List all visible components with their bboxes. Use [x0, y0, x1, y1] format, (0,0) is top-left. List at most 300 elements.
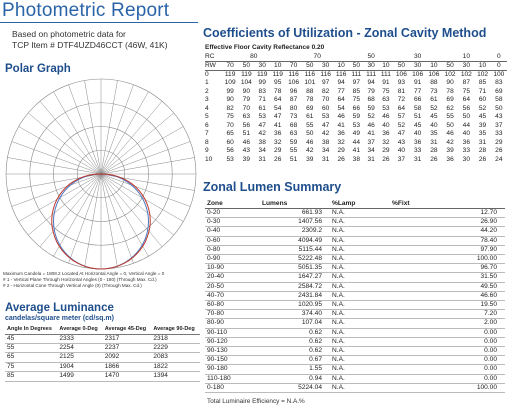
cu-cell: 91	[413, 79, 422, 87]
zonal-cell: 0.00	[484, 356, 497, 364]
cu-cell: 42	[446, 138, 454, 146]
cu-cell: 39	[306, 155, 314, 163]
cu-cell: 106	[412, 71, 424, 79]
luminance-cell: 1866	[104, 362, 120, 370]
cu-cell: 56	[462, 104, 470, 112]
cu-cell: 71	[258, 96, 266, 104]
cu-row	[205, 130, 507, 139]
zonal-cell: 100.00	[476, 383, 497, 391]
cu-cell: 97	[322, 79, 330, 87]
cu-cell: 39	[242, 155, 251, 163]
zonal-cell: 40-70	[207, 291, 224, 299]
cu-cell: 109	[224, 79, 236, 87]
cu-cell: 68	[289, 121, 298, 129]
source-info	[12, 29, 168, 51]
source-line-2: TCP Item # DTF4UZD46CCT (46W, 41K)	[12, 40, 168, 50]
zonal-cell: 19.50	[480, 301, 497, 309]
luminance-cell: 1470	[104, 372, 120, 380]
cu-rc-value: 10	[442, 53, 491, 62]
cu-cell: 70	[226, 121, 234, 129]
cu-cell: 45	[478, 113, 487, 121]
cu-cell: 37	[495, 121, 503, 129]
luminance-col-header: Average 45-Deg	[104, 326, 147, 332]
cu-cell: 57	[397, 113, 406, 121]
zonal-cell: 49.50	[480, 282, 497, 290]
cu-cell: 38	[352, 155, 360, 163]
zonal-row	[205, 319, 505, 328]
zonal-cell: 2584.72	[298, 282, 322, 290]
cu-cell: 40	[397, 147, 406, 155]
cu-cell: 79	[242, 96, 251, 104]
cu-cell: 68	[367, 96, 375, 104]
zonal-cell: 90-120	[207, 337, 228, 345]
zonal-cell: N.A.	[332, 383, 345, 391]
zonal-heading: Zonal Lumen Summary	[203, 180, 342, 194]
cu-cell: 31	[322, 155, 330, 163]
cu-cell: 36	[382, 130, 390, 138]
zonal-cell: 0.00	[484, 374, 497, 382]
luminance-cell: 1499	[59, 372, 74, 380]
zonal-cell: 2.00	[484, 319, 497, 327]
cu-cell: 61	[306, 113, 314, 121]
cu-cell: 36	[413, 138, 422, 146]
cu-cell: 66	[352, 104, 360, 112]
polar-graph	[3, 76, 199, 272]
cu-rw-value: 10	[379, 62, 394, 71]
luminance-cell: 1904	[59, 362, 74, 370]
cu-cell: 39	[446, 147, 454, 155]
cu-cell: 36	[462, 138, 470, 146]
cu-cell: 97	[352, 79, 360, 87]
cu-cell: 75	[462, 87, 470, 95]
polar-graph-heading: Polar Graph	[5, 63, 71, 75]
cu-cell: 42	[322, 130, 330, 138]
cu-cell: 94	[367, 79, 375, 87]
cu-cell: 56	[226, 147, 234, 155]
cu-cell: 106	[428, 71, 440, 79]
cu-cell: 73	[289, 113, 298, 121]
cu-cell: 77	[337, 87, 345, 95]
cu-cell: 54	[274, 104, 282, 112]
cu-cell: 69	[306, 104, 314, 112]
zonal-cell: 96.70	[480, 264, 497, 272]
cu-cell: 46	[242, 138, 251, 146]
zonal-cell: 70-80	[207, 310, 224, 318]
cu-cell: 116	[304, 71, 316, 79]
zonal-cell: 44.20	[480, 227, 497, 235]
cu-cell: 61	[430, 96, 438, 104]
cu-cell: 80	[289, 104, 298, 112]
zonal-cell: 20-50	[207, 282, 224, 290]
cu-cell: 78	[274, 87, 282, 95]
luminance-cell: 55	[7, 343, 15, 351]
zonal-cell: 1647.27	[298, 273, 322, 281]
cu-cell: 102	[444, 71, 456, 79]
cu-row	[205, 113, 507, 122]
cu-cell: 87	[289, 96, 298, 104]
cu-cell: 53	[258, 113, 266, 121]
luminance-row	[5, 353, 200, 362]
cu-row-label: 8	[205, 138, 209, 146]
zonal-cell: N.A.	[332, 236, 345, 244]
cu-row	[205, 88, 507, 97]
luminance-col-header: Average 90-Deg	[153, 326, 195, 332]
zonal-col-header: %Fixt	[392, 200, 410, 207]
cu-cell: 61	[258, 104, 266, 112]
luminance-row	[5, 343, 200, 352]
cu-cell: 119	[224, 71, 236, 79]
cu-cell: 26	[430, 155, 438, 163]
cu-row	[205, 79, 507, 88]
zonal-cell: 2309.2	[301, 227, 322, 235]
zonal-cell: 0-90	[207, 255, 221, 263]
zonal-cell: 0.62	[309, 347, 322, 355]
zonal-cell: 12.70	[480, 209, 497, 216]
cu-cell: 95	[274, 79, 282, 87]
cu-cell: 116	[335, 71, 347, 79]
cu-cell: 38	[258, 138, 266, 146]
zonal-cell: 2431.84	[298, 291, 322, 299]
cu-cell: 75	[226, 113, 234, 121]
cu-cell: 116	[320, 71, 331, 79]
cu-cell: 50	[495, 104, 503, 112]
zonal-cell: 7.20	[484, 310, 497, 318]
luminance-cell: 2237	[104, 343, 120, 351]
zonal-cell: N.A.	[332, 356, 345, 364]
cu-row	[205, 105, 507, 114]
zonal-cell: 5222.48	[298, 255, 322, 263]
cu-cell: 83	[258, 87, 266, 95]
zonal-row	[205, 282, 505, 291]
polar-graph-svg	[3, 76, 199, 272]
cu-row	[205, 122, 507, 131]
zonal-row	[205, 347, 505, 356]
cu-cell: 43	[242, 147, 251, 155]
cu-cell: 55	[306, 121, 314, 129]
cu-row-label: 10	[205, 155, 213, 163]
cu-cell: 32	[274, 138, 282, 146]
zonal-cell: 100.00	[476, 255, 497, 263]
cu-row-label: 1	[205, 79, 209, 87]
polar-note-curve1: # 1 - Vertical Plane Through Horizontal Angles (0 - 180) (Through Max. Cd.)	[3, 277, 157, 282]
cu-cell: 59	[352, 113, 360, 121]
cu-cell: 119	[272, 71, 283, 79]
cu-cell: 31	[413, 155, 422, 163]
zonal-cell: N.A.	[332, 374, 345, 382]
luminance-cell: 85	[7, 372, 15, 380]
zonal-cell: N.A.	[332, 282, 345, 290]
cu-cell: 106	[288, 79, 300, 87]
cu-rw-value: 30	[364, 62, 379, 71]
cu-rw-value: 70	[285, 62, 301, 71]
luminance-cell: 65	[7, 353, 15, 361]
zonal-header-row	[205, 200, 505, 209]
cu-cell: 40	[462, 130, 470, 138]
cu-cell: 82	[322, 87, 330, 95]
cu-cell: 73	[430, 87, 438, 95]
zonal-row	[205, 255, 505, 264]
cu-cell: 90	[242, 87, 251, 95]
cu-cell: 85	[352, 87, 360, 95]
zonal-cell: 90-110	[207, 328, 228, 336]
cu-rc-value: 80	[222, 53, 285, 62]
zonal-cell: 60-80	[207, 301, 224, 309]
zonal-row	[205, 328, 505, 337]
cu-cell: 32	[382, 138, 390, 146]
zonal-cell: N.A.	[332, 328, 345, 336]
cu-cell: 59	[289, 138, 298, 146]
zonal-cell: 0.00	[484, 328, 497, 336]
zonal-cell: 0.00	[484, 337, 497, 345]
cu-cell: 93	[397, 79, 406, 87]
zonal-row	[205, 227, 505, 236]
zonal-cell: N.A.	[332, 347, 345, 355]
zonal-row	[205, 218, 505, 227]
cu-row	[205, 147, 507, 156]
zonal-cell: 1407.56	[298, 218, 322, 226]
zonal-cell: 20-40	[207, 273, 224, 281]
luminance-cell: 2318	[153, 334, 168, 342]
zonal-cell: 0.67	[309, 356, 322, 364]
cu-rw-value: 50	[393, 62, 409, 71]
cu-cell: 31	[367, 155, 375, 163]
zonal-cell: 661.93	[301, 209, 322, 216]
zonal-cell: 374.40	[301, 310, 322, 318]
zonal-row	[205, 383, 505, 392]
title-underline	[0, 22, 198, 23]
cu-cell: 33	[462, 147, 470, 155]
cu-cell: 64	[337, 96, 345, 104]
cu-cell: 56	[242, 121, 251, 129]
zonal-cell: 5224.04	[298, 383, 322, 391]
cu-cell: 43	[495, 113, 503, 121]
luminance-cell: 2254	[59, 343, 74, 351]
cu-rw-value: 30	[318, 62, 334, 71]
luminance-header-row	[5, 326, 200, 334]
cu-rw-value: 50	[442, 62, 458, 71]
zonal-cell: N.A.	[332, 291, 345, 299]
cu-cell: 46	[337, 113, 345, 121]
cu-cell: 106	[395, 71, 407, 79]
cu-cell: 119	[241, 71, 252, 79]
cu-cell: 52	[478, 104, 487, 112]
cu-subheading: Effective Floor Cavity Reflectance 0.20	[205, 44, 325, 51]
cu-cell: 32	[337, 138, 345, 146]
zonal-cell: 0.94	[309, 374, 322, 382]
cu-rw-label: RW	[205, 62, 222, 71]
zonal-cell: N.A.	[332, 209, 345, 216]
cu-cell: 119	[256, 71, 268, 79]
cu-cell: 52	[367, 113, 375, 121]
cu-cell: 28	[478, 147, 487, 155]
cu-cell: 63	[382, 96, 390, 104]
luminance-row	[5, 372, 200, 381]
zonal-row	[205, 356, 505, 365]
cu-rc-row	[205, 53, 507, 62]
cu-cell: 49	[352, 130, 360, 138]
cu-row	[205, 139, 507, 148]
zonal-cell: 46.60	[480, 291, 497, 299]
cu-cell: 34	[322, 147, 330, 155]
cu-rw-value: 10	[426, 62, 442, 71]
cu-cell: 69	[446, 96, 454, 104]
zonal-cell: N.A.	[332, 337, 345, 345]
cu-cell: 36	[337, 130, 345, 138]
zonal-cell: N.A.	[332, 218, 345, 226]
cu-cell: 41	[352, 147, 360, 155]
cu-cell: 47	[258, 121, 266, 129]
cu-cell: 100	[493, 71, 505, 79]
cu-rw-value: 30	[458, 62, 474, 71]
cu-cell: 51	[289, 155, 298, 163]
cu-cell: 47	[274, 113, 282, 121]
zonal-cell: 0.00	[484, 347, 497, 355]
zonal-cell: 78.40	[480, 236, 497, 244]
cu-cell: 44	[352, 138, 360, 146]
cu-cell: 42	[258, 130, 266, 138]
zonal-cell: 90-130	[207, 347, 228, 355]
cu-cell: 39	[478, 121, 487, 129]
cu-cell: 78	[446, 87, 454, 95]
cu-cell: 55	[446, 113, 454, 121]
cu-cell: 83	[495, 79, 503, 87]
cu-cell: 81	[397, 87, 406, 95]
cu-rw-value: 50	[238, 62, 254, 71]
zonal-cell: N.A.	[332, 227, 345, 235]
cu-cell: 72	[397, 96, 406, 104]
cu-rw-row	[205, 62, 507, 71]
cu-cell: 36	[274, 130, 282, 138]
zonal-cell: N.A.	[332, 245, 345, 253]
zonal-col-header: Lumens	[262, 200, 288, 207]
cu-cell: 37	[367, 138, 375, 146]
zonal-cell: 1.55	[309, 365, 322, 373]
cu-cell: 111	[351, 71, 362, 79]
cu-cell: 58	[413, 104, 422, 112]
cu-cell: 69	[495, 87, 503, 95]
cu-cell: 71	[478, 87, 487, 95]
zonal-table	[205, 200, 505, 393]
cu-row-label: 7	[205, 130, 209, 138]
zonal-cell: 80-90	[207, 319, 224, 327]
luminance-subheading: candelas/square meter (cd/sq.m)	[5, 315, 114, 322]
cu-cell: 31	[478, 138, 487, 146]
zonal-cell: 10-90	[207, 264, 224, 272]
cu-cell: 104	[240, 79, 252, 87]
cu-cell: 35	[430, 130, 438, 138]
cu-rc-value: 70	[285, 53, 348, 62]
cu-cell: 60	[322, 104, 330, 112]
zonal-cell: N.A.	[332, 310, 345, 318]
luminance-cell: 2317	[104, 334, 120, 342]
cu-cell: 60	[478, 96, 487, 104]
cu-cell: 47	[322, 121, 330, 129]
luminance-cell: 75	[7, 362, 15, 370]
cu-cell: 70	[242, 104, 251, 112]
cu-cell: 75	[382, 87, 390, 95]
zonal-cell: 5115.44	[298, 245, 322, 253]
cu-rw-value: 50	[349, 62, 364, 71]
cu-cell: 88	[430, 79, 438, 87]
cu-rc-value: 30	[393, 53, 442, 62]
zonal-cell: 110-180	[207, 374, 231, 382]
zonal-col-header: %Lamp	[332, 200, 356, 207]
cu-cell: 63	[289, 130, 298, 138]
cu-cell: 63	[242, 113, 251, 121]
zonal-cell: 0-20	[207, 209, 221, 216]
zonal-row	[205, 365, 505, 374]
cu-rw-value: 50	[302, 62, 318, 71]
zonal-cell: 90-180	[207, 365, 228, 373]
cu-cell: 102	[477, 71, 489, 79]
cu-row-label: 6	[205, 121, 209, 129]
cu-cell: 26	[495, 147, 503, 155]
cu-cell: 46	[446, 130, 454, 138]
cu-cell: 41	[337, 121, 345, 129]
cu-cell: 51	[242, 130, 251, 138]
cu-row-label: 9	[205, 147, 209, 155]
cu-cell: 111	[380, 71, 391, 79]
cu-cell: 59	[367, 104, 375, 112]
zonal-cell: 31.50	[480, 273, 497, 281]
luminance-col-header: Average 0-Deg	[59, 326, 98, 332]
cu-cell: 82	[226, 104, 234, 112]
cu-cell: 29	[495, 138, 503, 146]
cu-rw-value: 10	[474, 62, 490, 71]
zonal-cell: N.A.	[332, 365, 345, 373]
zonal-cell: 0.62	[309, 337, 322, 345]
cu-cell: 90	[446, 79, 454, 87]
cu-cell: 111	[366, 71, 377, 79]
cu-cell: 33	[413, 147, 422, 155]
cu-cell: 60	[226, 138, 234, 146]
cu-cell: 65	[226, 130, 234, 138]
cu-cell: 53	[226, 155, 234, 163]
cu-cell: 91	[382, 79, 390, 87]
luminance-heading: Average Luminance	[5, 302, 114, 314]
luminance-cell: 45	[7, 334, 15, 342]
cu-cell: 26	[337, 155, 345, 163]
cu-row-label: 0	[205, 71, 209, 79]
zonal-row	[205, 374, 505, 383]
cu-cell: 45	[413, 121, 422, 129]
cu-cell: 45	[430, 113, 438, 121]
zonal-col-header: Zone	[207, 200, 223, 207]
zonal-row	[205, 264, 505, 273]
cu-cell: 40	[382, 121, 390, 129]
cu-cell: 40	[413, 130, 422, 138]
zonal-cell: 0-30	[207, 218, 221, 226]
zonal-cell: N.A.	[332, 255, 345, 263]
zonal-cell: 90-150	[207, 356, 228, 364]
cu-cell: 29	[382, 147, 390, 155]
page-title: Photometric Report	[2, 0, 170, 21]
luminance-cell: 2125	[59, 353, 74, 361]
cu-cell: 37	[397, 155, 406, 163]
cu-cell: 64	[274, 96, 282, 104]
cu-cell: 50	[446, 121, 454, 129]
cu-cell: 66	[413, 96, 422, 104]
zonal-cell: 0-180	[207, 383, 224, 391]
zonal-cell: 97.90	[480, 245, 497, 253]
cu-row	[205, 156, 507, 165]
zonal-cell: 26.90	[480, 218, 497, 226]
luminance-cell: 1394	[153, 372, 168, 380]
cu-row-label: 2	[205, 87, 209, 95]
cu-cell: 26	[478, 155, 487, 163]
zonal-cell: 0-80	[207, 245, 221, 253]
zonal-cell: N.A.	[332, 301, 345, 309]
